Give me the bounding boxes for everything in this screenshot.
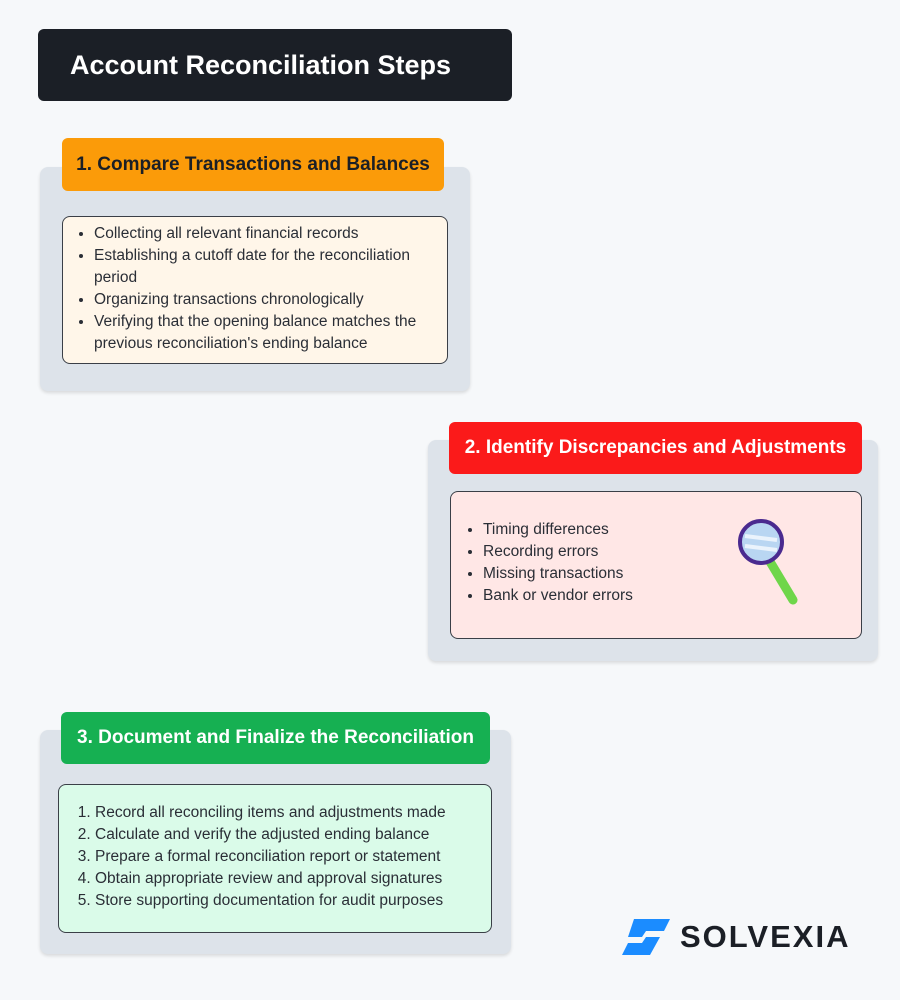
- list-item: • Recording errors: [483, 541, 861, 563]
- step-1-list: [63, 223, 447, 355]
- list-item: 4. Obtain appropriate review and approval signatures: [95, 868, 491, 890]
- list-item: • Missing transactions: [483, 563, 861, 585]
- list-item: • Organizing transactions chronologically: [94, 289, 447, 311]
- list-item: 1. Record all reconciling items and adjustments made: [95, 802, 491, 824]
- list-item: 2. Calculate and verify the adjusted ending balance: [95, 824, 491, 846]
- list-item: • Bank or vendor errors: [483, 585, 861, 607]
- solvexia-logo: [620, 917, 850, 957]
- step-3-list-box: [58, 784, 492, 933]
- page-title: Account Reconciliation Steps: [38, 29, 512, 101]
- step-2-list-box: [450, 491, 862, 639]
- list-item: • Collecting all relevant financial records: [94, 223, 447, 245]
- step-3-heading: 3. Document and Finalize the Reconciliation: [61, 712, 490, 764]
- solvexia-logo-icon: [620, 917, 672, 957]
- step-1-heading: 1. Compare Transactions and Balances: [62, 138, 444, 191]
- step-1-list-box: [62, 216, 448, 364]
- list-item: • Verifying that the opening balance matches the previous reconciliation's ending balance: [94, 311, 447, 355]
- list-item: 5. Store supporting documentation for audit purposes: [95, 890, 491, 912]
- list-item: • Timing differences: [483, 519, 861, 541]
- solvexia-logo-text: SOLVEXIA: [680, 919, 851, 954]
- list-item: 3. Prepare a formal reconciliation report or statement: [95, 846, 491, 868]
- list-item: • Establishing a cutoff date for the reconciliation period: [94, 245, 447, 289]
- step-2-heading: 2. Identify Discrepancies and Adjustments: [449, 422, 862, 474]
- magnifying-glass-icon: [733, 518, 803, 608]
- step-3-list: [59, 802, 491, 912]
